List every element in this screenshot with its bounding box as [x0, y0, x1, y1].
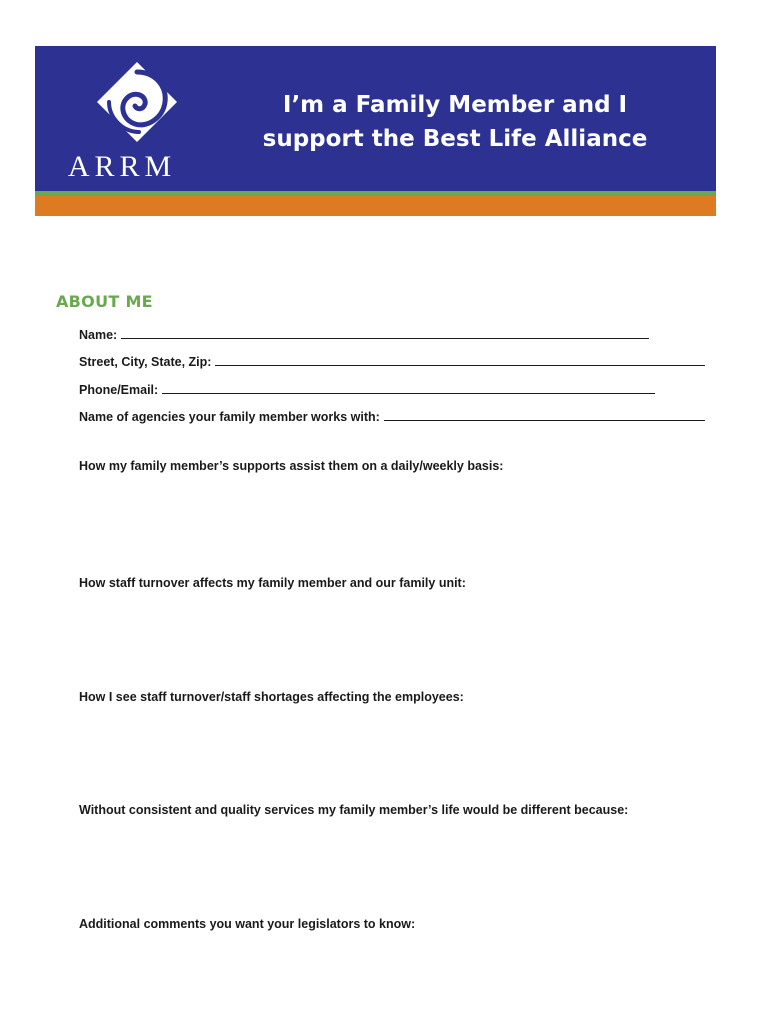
agencies-input-line[interactable] — [384, 406, 705, 421]
address-input-line[interactable] — [215, 351, 705, 366]
agencies-field[interactable] — [79, 404, 705, 424]
question-staff-shortages-employees: How I see staff turnover/staff shortages affecting the employees: — [79, 690, 464, 704]
question-staff-turnover-family: How staff turnover affects my family member and our family unit: — [79, 576, 466, 590]
phone-email-label: Phone/Email: — [79, 383, 159, 397]
address-field[interactable] — [79, 349, 705, 369]
header-banner — [35, 46, 716, 216]
phone-email-field[interactable] — [79, 377, 655, 397]
banner-orange-stripe — [35, 196, 716, 216]
name-field[interactable] — [79, 322, 649, 342]
question-services-impact: Without consistent and quality services my family member’s life would be different because: — [79, 803, 629, 817]
logo-wordmark: ARRM — [67, 150, 177, 183]
page-title — [235, 88, 675, 156]
question-daily-supports: How my family member’s supports assist them on a daily/weekly basis: — [79, 459, 504, 473]
arrm-logo — [57, 60, 187, 183]
name-label: Name: — [79, 328, 118, 342]
about-me-heading: ABOUT ME — [56, 292, 153, 311]
page-title-line-1: I’m a Family Member and I — [282, 92, 628, 118]
arrm-spiral-icon — [95, 60, 179, 144]
page-title-line-2: support the Best Life Alliance — [262, 126, 648, 152]
address-label: Street, City, State, Zip: — [79, 355, 212, 369]
name-input-line[interactable] — [121, 324, 649, 339]
agencies-label: Name of agencies your family member works with: — [79, 410, 380, 424]
question-additional-comments: Additional comments you want your legislators to know: — [79, 917, 416, 931]
phone-email-input-line[interactable] — [162, 379, 655, 394]
